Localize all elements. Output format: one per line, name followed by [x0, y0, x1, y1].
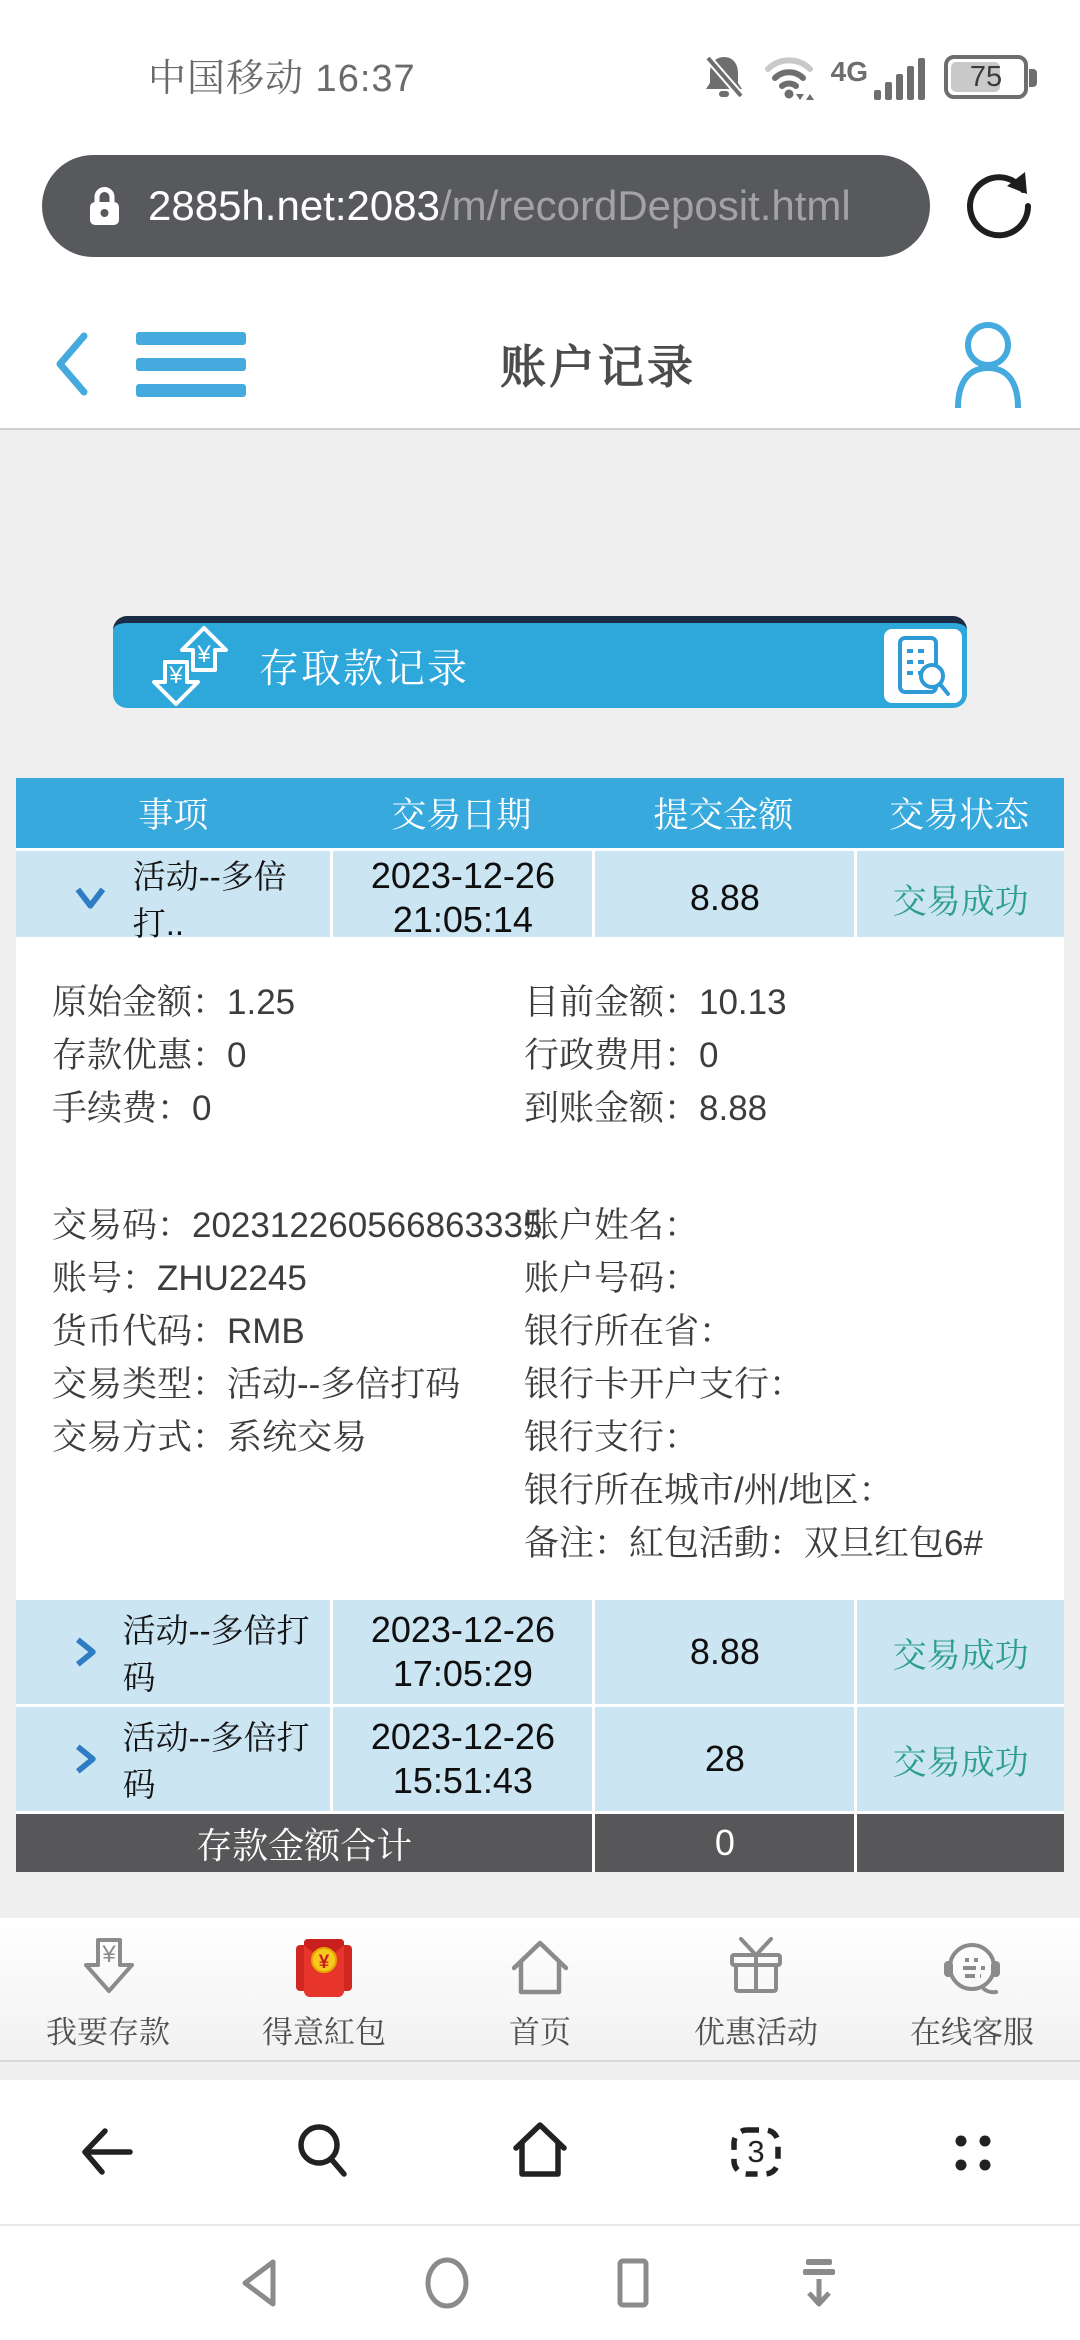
section-banner [113, 616, 967, 708]
table-row[interactable] [16, 1597, 1064, 1704]
battery-percent: 75 [969, 60, 1003, 93]
footer-empty-cell [854, 1814, 1064, 1872]
nav-item-deposit[interactable] [0, 1926, 216, 2060]
row-date: 2023-12-26 [370, 1609, 555, 1651]
status-icons [701, 52, 1028, 102]
row-amount: 28 [592, 1707, 854, 1811]
home-circle-icon [419, 2255, 475, 2311]
transaction-details [16, 937, 1064, 1597]
nav-item-customer-service[interactable] [864, 1926, 1080, 2060]
red-packet-icon [293, 1935, 355, 1999]
detail-admin-fee: 行政费用：0 [524, 1035, 719, 1075]
lock-icon [86, 183, 122, 229]
nav-item-promotions[interactable] [648, 1926, 864, 2060]
header-amount: 提交金额 [653, 796, 794, 835]
browser-home-button[interactable] [432, 2116, 648, 2188]
detail-transaction-code: 交易码：202312260566863335 [52, 1205, 543, 1245]
menu-dots-icon [936, 2116, 1008, 2188]
page-title: 账户记录 [500, 341, 696, 393]
svg-text:¥: ¥ [197, 640, 211, 668]
recents-square-icon [605, 2255, 661, 2311]
detail-transaction-type: 交易类型：活动--多倍打码 [52, 1364, 461, 1404]
document-search-icon [894, 634, 952, 698]
browser-menu-button[interactable] [864, 2116, 1080, 2188]
records-table [16, 778, 1064, 1872]
collapse-arrow-icon [791, 2255, 847, 2311]
header-item: 事项 [138, 796, 209, 835]
detail-account-number: 账户号码： [524, 1258, 700, 1298]
browser-url-section [0, 112, 1080, 300]
deposit-total-label: 存款金额合计 [196, 1824, 413, 1866]
system-back-button[interactable] [233, 2255, 289, 2311]
detail-current-amount: 目前金额：10.13 [524, 982, 787, 1022]
main-content [0, 430, 1080, 1918]
battery-icon [944, 55, 1028, 99]
row-status: 交易成功 [854, 851, 1064, 945]
back-button[interactable] [54, 331, 90, 397]
network-indicator [831, 54, 928, 100]
tab-count: 3 [747, 2134, 765, 2169]
url-path: /m/recordDeposit.html [439, 182, 851, 229]
table-header-row [16, 778, 1064, 848]
browser-tabs-button[interactable] [648, 2116, 864, 2188]
chevron-down-icon[interactable] [74, 886, 107, 910]
deposit-arrow-icon [76, 1935, 140, 1999]
detail-received-amount: 到账金额：8.88 [524, 1088, 768, 1128]
app-nav-bar [0, 300, 1080, 430]
nav-label: 优惠活动 [694, 2014, 818, 2050]
divider-strip [0, 2062, 1080, 2080]
browser-toolbar [0, 2080, 1080, 2224]
svg-text:¥: ¥ [102, 1940, 116, 1968]
system-recents-button[interactable] [605, 2255, 661, 2311]
signal-bars-icon [874, 54, 928, 100]
header-date: 交易日期 [391, 796, 532, 835]
url-bar[interactable] [42, 155, 930, 257]
browser-search-button[interactable] [216, 2116, 432, 2188]
header-status: 交易状态 [889, 796, 1030, 835]
row-amount: 8.88 [592, 1600, 854, 1704]
menu-button[interactable] [136, 332, 246, 397]
row-time: 21:05:14 [392, 899, 533, 940]
detail-bank-city: 银行所在城市/州/地区： [524, 1470, 894, 1510]
nav-label: 我要存款 [46, 2014, 170, 2050]
deposit-total-value: 0 [592, 1814, 854, 1872]
svg-text:¥: ¥ [169, 661, 183, 689]
bell-muted-icon [701, 52, 747, 102]
nav-label: 在线客服 [910, 2014, 1034, 2050]
user-icon [950, 318, 1026, 410]
detail-deposit-bonus: 存款优惠：0 [52, 1035, 247, 1075]
nav-label: 得意紅包 [262, 2014, 386, 2050]
row-time: 17:05:29 [392, 1653, 533, 1694]
back-chevron-icon [54, 331, 90, 397]
record-search-button[interactable] [884, 629, 962, 703]
network-type-label: 4G [830, 56, 868, 87]
detail-remark: 备注：紅包活動：双旦红包6# [524, 1523, 983, 1563]
section-title: 存取款记录 [259, 647, 469, 691]
table-row[interactable] [16, 1704, 1064, 1811]
browser-back-button[interactable] [0, 2116, 216, 2188]
svg-text:¥: ¥ [318, 1951, 330, 1973]
table-row[interactable] [16, 848, 1064, 942]
search-icon [288, 2116, 360, 2188]
row-item-label: 活动--多倍打码 [122, 1612, 310, 1696]
gift-icon [724, 1935, 788, 1999]
deposit-withdraw-icon [147, 623, 233, 709]
customer-service-icon [940, 1935, 1004, 1999]
detail-account: 账号：ZHU2245 [52, 1258, 307, 1298]
detail-handling-fee: 手续费：0 [52, 1088, 212, 1128]
row-date: 2023-12-26 [370, 1716, 555, 1758]
system-nav-bar [0, 2224, 1080, 2340]
chevron-right-icon[interactable] [74, 1742, 97, 1776]
refresh-button[interactable] [960, 167, 1038, 245]
nav-item-red-packet[interactable] [216, 1926, 432, 2060]
row-time: 15:51:43 [392, 1760, 533, 1801]
url-host: 2885h.net:2083 [148, 182, 440, 229]
home-icon [508, 1935, 572, 1999]
system-collapse-button[interactable] [791, 2255, 847, 2311]
row-item-label: 活动--多倍打码 [122, 1719, 310, 1803]
bottom-nav-bar [0, 1918, 1080, 2062]
refresh-icon [961, 168, 1037, 244]
row-amount: 8.88 [592, 851, 854, 945]
back-triangle-icon [233, 2255, 289, 2311]
table-footer-row [16, 1811, 1064, 1872]
row-item-label: 活动--多倍打.. [132, 858, 287, 942]
detail-account-name: 账户姓名： [524, 1205, 700, 1245]
row-date: 2023-12-26 [370, 855, 555, 897]
row-status: 交易成功 [854, 1707, 1064, 1811]
carrier-time: 中国移动 16:37 [148, 58, 416, 100]
detail-transaction-method: 交易方式：系统交易 [52, 1417, 368, 1457]
detail-bank-branch: 银行支行： [524, 1417, 700, 1457]
row-status: 交易成功 [854, 1600, 1064, 1704]
wifi-icon [763, 52, 815, 102]
arrow-left-icon [72, 2116, 144, 2188]
home-icon [504, 2116, 576, 2188]
nav-item-home[interactable] [432, 1926, 648, 2060]
detail-bank-province: 银行所在省： [524, 1311, 735, 1351]
chevron-right-icon[interactable] [74, 1635, 97, 1669]
system-home-button[interactable] [419, 2255, 475, 2311]
status-bar [0, 0, 1080, 112]
nav-label: 首页 [509, 2014, 571, 2050]
detail-bank-branch-open: 银行卡开户支行： [524, 1364, 805, 1404]
profile-button[interactable] [950, 318, 1026, 410]
detail-original-amount: 原始金额：1.25 [52, 982, 296, 1022]
detail-currency-code: 货币代码：RMB [52, 1311, 305, 1351]
url-text [148, 182, 851, 230]
